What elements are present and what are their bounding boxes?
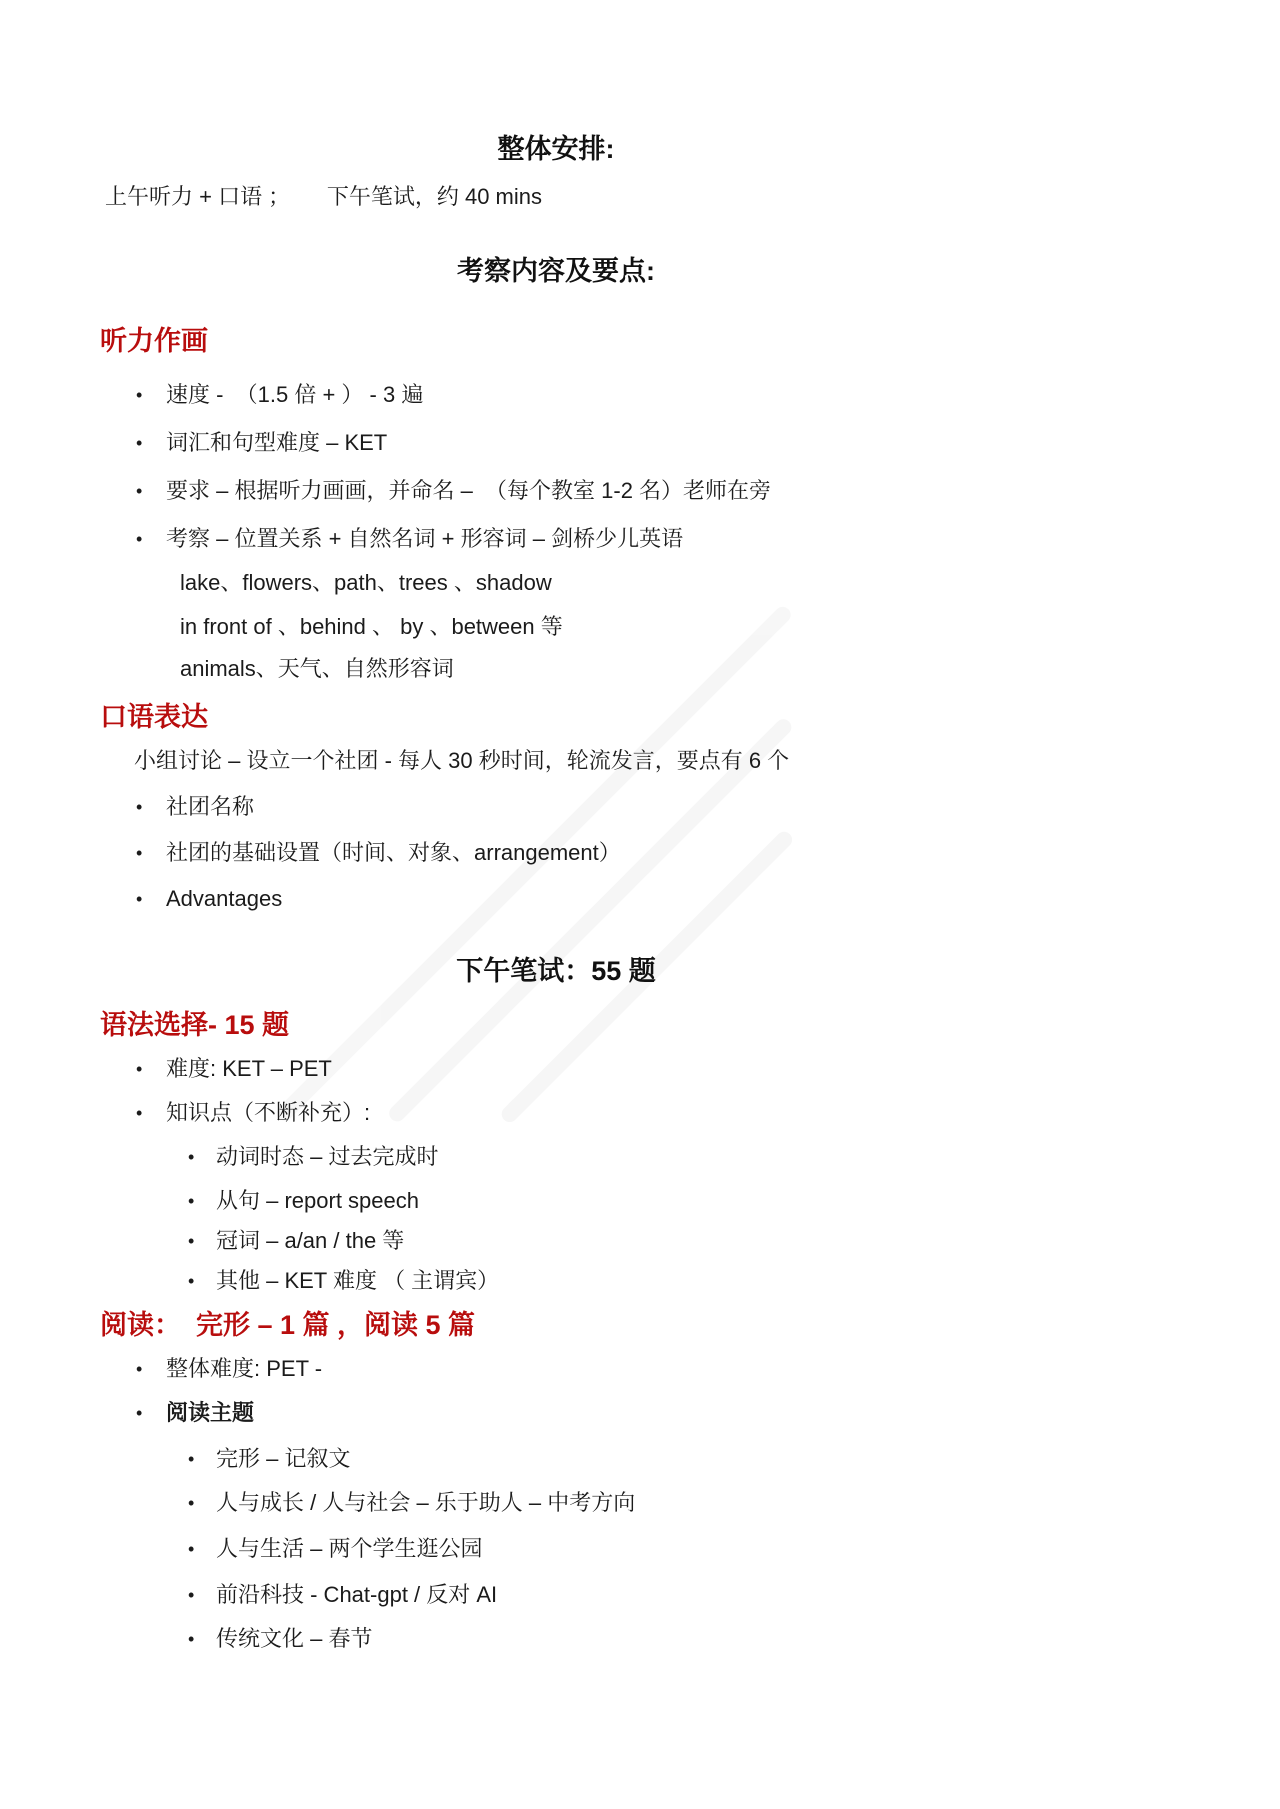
bullet-icon: • [136,843,143,863]
reading-sub-bullet [100,1444,1012,1474]
listening-bullet [100,524,1012,554]
bullet-icon: • [188,1539,195,1559]
listening-bullet-text: 速度 - （1.5 倍 + ） - 3 遍 [166,382,424,407]
bullet-icon: • [136,385,143,405]
grammar-bullet [100,1098,1012,1128]
listening-bullet-text: 词汇和句型难度 – KET [166,430,388,455]
grammar-sub-bullet-text: 其他 – KET 难度 （ 主谓宾） [216,1268,500,1293]
listening-bullet-text: 考察 – 位置关系 + 自然名词 + 形容词 – 剑桥少儿英语 [166,526,684,551]
grammar-bullet-text: 知识点（不断补充）: [166,1100,371,1125]
written-test-title: 下午笔试：55 题 [456,956,656,986]
listening-note: in front of 、behind 、 by 、between 等 [180,614,563,639]
grammar-section-heading: 语法选择- 15 题 [100,1010,290,1040]
bullet-icon: • [136,433,143,453]
speaking-bullet [100,884,1012,914]
listening-note: animals、天气、自然形容词 [180,656,454,681]
overall-schedule-line: 上午听力 + 口语 ； 下午笔试，约 40 mins [105,184,543,209]
listening-bullet-text: 要求 – 根据听力画画，并命名 – （每个教室 1-2 名）老师在旁 [166,478,772,503]
grammar-sub-bullet [100,1266,1012,1296]
bullet-icon: • [188,1449,195,1469]
bullet-icon: • [188,1231,195,1251]
grammar-sub-bullet [100,1226,1012,1256]
reading-sub-bullet-text: 完形 – 记叙文 [216,1446,351,1471]
reading-sub-bullet [100,1488,1012,1518]
bullet-icon: • [136,1059,143,1079]
speaking-bullet-text: 社团名称 [166,794,255,819]
bullet-icon: • [188,1585,195,1605]
bullet-icon: • [136,529,143,549]
reading-bullet [100,1398,1012,1428]
reading-bullet-text: 整体难度: PET - [166,1356,323,1381]
grammar-sub-bullet [100,1142,1012,1172]
bullet-icon: • [136,1359,143,1379]
listening-section-heading: 听力作画 [100,326,208,356]
speaking-section-heading: 口语表达 [100,702,208,732]
bullet-icon: • [188,1147,195,1167]
speaking-bullet-text: Advantages [166,886,283,911]
grammar-sub-bullet [100,1186,1012,1216]
bullet-icon: • [136,1403,143,1423]
bullet-icon: • [188,1493,195,1513]
bullet-icon: • [188,1271,195,1291]
reading-sub-bullet-text: 人与生活 – 两个学生逛公园 [216,1536,483,1561]
reading-sub-bullet-text: 前沿科技 - Chat-gpt / 反对 AI [216,1582,498,1607]
grammar-sub-bullet-text: 动词时态 – 过去完成时 [216,1144,439,1169]
bullet-icon: • [188,1629,195,1649]
listening-bullet [100,476,1012,506]
exam-content-title: 考察内容及要点: [457,256,655,286]
grammar-bullet-text: 难度: KET – PET [166,1056,332,1081]
bullet-icon: • [136,1103,143,1123]
grammar-sub-bullet-text: 冠词 – a/an / the 等 [216,1228,405,1253]
reading-bullet-text: 阅读主题 [166,1400,255,1425]
listening-bullet [100,428,1012,458]
reading-sub-bullet [100,1534,1012,1564]
speaking-intro: 小组讨论 – 设立一个社团 - 每人 30 秒时间，轮流发言，要点有 6 个 [134,748,790,773]
reading-sub-bullet [100,1624,1012,1654]
speaking-bullet [100,792,1012,822]
speaking-bullet-text: 社团的基础设置（时间、对象、arrangement） [166,840,621,865]
listening-bullet [100,380,1012,410]
bullet-icon: • [136,889,143,909]
reading-section-heading: 阅读： 完形 – 1 篇 ，阅读 5 篇 [100,1310,476,1340]
reading-sub-bullet [100,1580,1012,1610]
listening-note: lake、flowers、path、trees 、shadow [180,570,552,595]
reading-bullet [100,1354,1012,1384]
grammar-bullet [100,1054,1012,1084]
bullet-icon: • [136,797,143,817]
bullet-icon: • [136,481,143,501]
grammar-sub-bullet-text: 从句 – report speech [216,1188,419,1213]
overall-title: 整体安排: [497,134,615,164]
reading-sub-bullet-text: 人与成长 / 人与社会 – 乐于助人 – 中考方向 [216,1490,636,1515]
reading-sub-bullet-text: 传统文化 – 春节 [216,1626,373,1651]
bullet-icon: • [188,1191,195,1211]
speaking-bullet [100,838,1012,868]
